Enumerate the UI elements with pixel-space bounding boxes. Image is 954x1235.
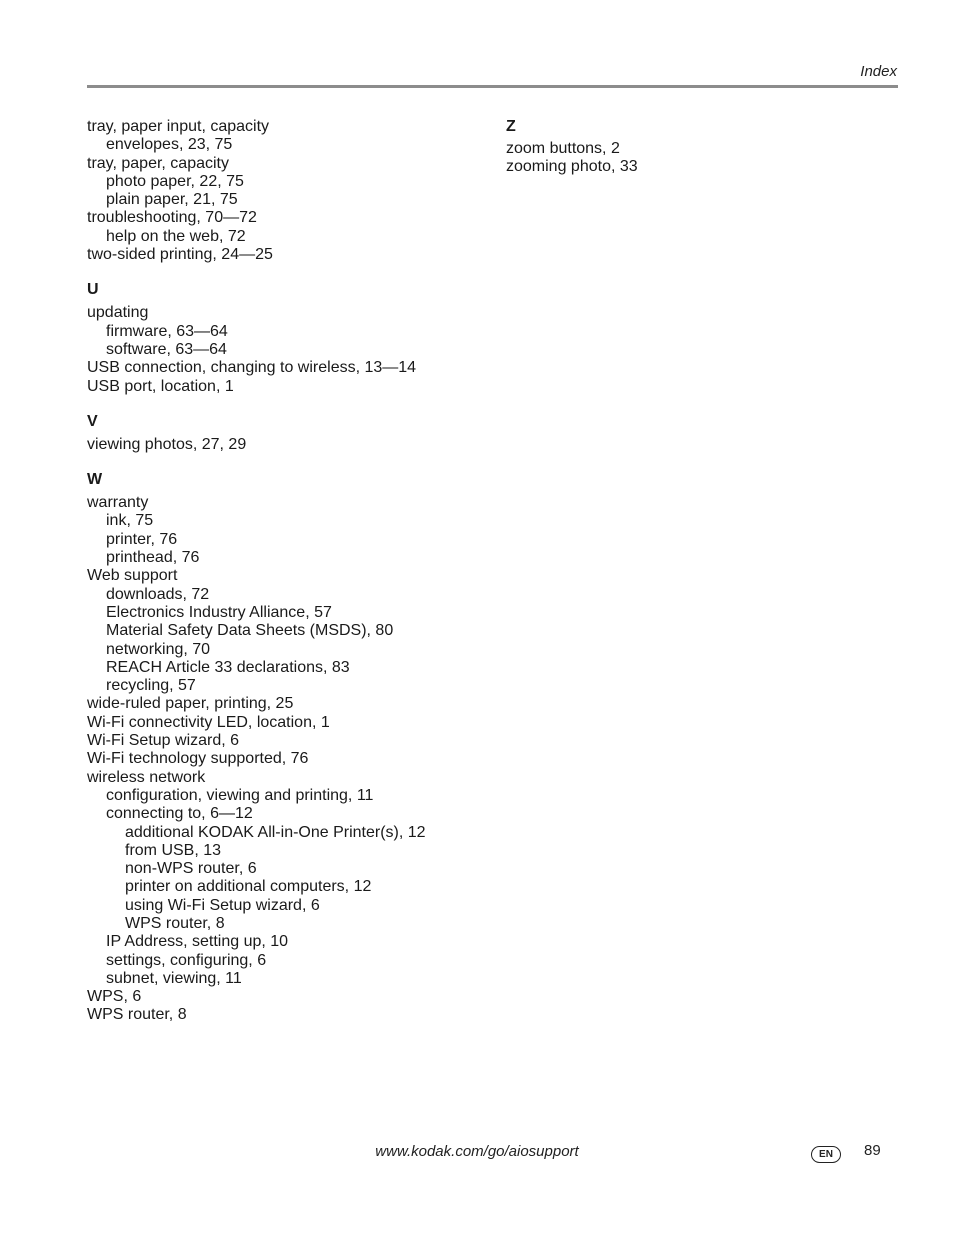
- index-subentry: configuration, viewing and printing, 11: [106, 786, 374, 804]
- index-entry: zoom buttons, 2: [506, 140, 620, 157]
- index-entry: troubleshooting, 70—72: [87, 209, 257, 227]
- index-entry: Wi-Fi connectivity LED, location, 1: [87, 713, 330, 731]
- index-entry: two-sided printing, 24—25: [87, 246, 273, 264]
- index-entry: USB port, location, 1: [87, 377, 234, 395]
- page-number: 89: [864, 1142, 881, 1159]
- index-subentry: additional KODAK All-in-One Printer(s), 12: [125, 823, 426, 841]
- footer-url: www.kodak.com/go/aiosupport: [375, 1143, 579, 1160]
- index-letter-heading: U: [87, 281, 99, 299]
- index-subentry: downloads, 72: [106, 585, 210, 603]
- index-subentry: firmware, 63—64: [106, 322, 228, 340]
- index-subentry: printer on additional computers, 12: [125, 878, 372, 896]
- index-entry: warranty: [87, 494, 149, 512]
- index-subentry: ink, 75: [106, 512, 154, 530]
- index-subentry: printhead, 76: [106, 549, 200, 567]
- index-column-left: [87, 118, 487, 1025]
- index-subentry: software, 63—64: [106, 340, 227, 358]
- index-subentry: Electronics Industry Alliance, 57: [106, 603, 332, 621]
- index-subentry: recycling, 57: [106, 677, 196, 695]
- index-subentry: photo paper, 22, 75: [106, 172, 244, 190]
- index-subentry: help on the web, 72: [106, 227, 246, 245]
- running-header-title: Index: [860, 63, 897, 80]
- index-entry: viewing photos, 27, 29: [87, 435, 247, 453]
- index-entry: wireless network: [87, 768, 206, 786]
- index-subentry: from USB, 13: [125, 841, 222, 859]
- header-rule: [87, 85, 898, 88]
- index-entry: updating: [87, 304, 149, 322]
- index-subentry: REACH Article 33 declarations, 83: [106, 658, 350, 676]
- language-badge: EN: [811, 1146, 841, 1163]
- index-subentry: networking, 70: [106, 640, 211, 658]
- index-entry: tray, paper, capacity: [87, 154, 229, 172]
- index-entry: Wi-Fi Setup wizard, 6: [87, 732, 240, 750]
- index-entry: Web support: [87, 567, 178, 585]
- index-letter-heading: W: [87, 471, 103, 489]
- index-letter-heading: V: [87, 412, 98, 430]
- index-entry: USB connection, changing to wireless, 13—14: [87, 359, 417, 377]
- index-entry: Wi-Fi technology supported, 76: [87, 750, 309, 768]
- index-subentry: connecting to, 6—12: [106, 805, 253, 823]
- index-subentry: using Wi-Fi Setup wizard, 6: [125, 896, 320, 914]
- index-entry: wide-ruled paper, printing, 25: [87, 695, 294, 713]
- index-subentry: envelopes, 23, 75: [106, 136, 233, 154]
- index-entry: WPS router, 8: [87, 1006, 187, 1024]
- index-subentry: settings, configuring, 6: [106, 951, 267, 969]
- index-subentry: printer, 76: [106, 530, 178, 548]
- index-subentry: Material Safety Data Sheets (MSDS), 80: [106, 622, 394, 640]
- index-column-right: [506, 118, 906, 177]
- index-subentry: WPS router, 8: [125, 914, 225, 932]
- index-entry: zooming photo, 33: [506, 158, 638, 176]
- index-letter-heading: Z: [506, 118, 516, 135]
- index-subentry: IP Address, setting up, 10: [106, 933, 289, 951]
- index-entry: tray, paper input, capacity: [87, 118, 270, 135]
- index-subentry: non-WPS router, 6: [125, 860, 257, 878]
- index-entry: WPS, 6: [87, 988, 142, 1006]
- index-subentry: plain paper, 21, 75: [106, 191, 238, 209]
- index-subentry: subnet, viewing, 11: [106, 969, 242, 987]
